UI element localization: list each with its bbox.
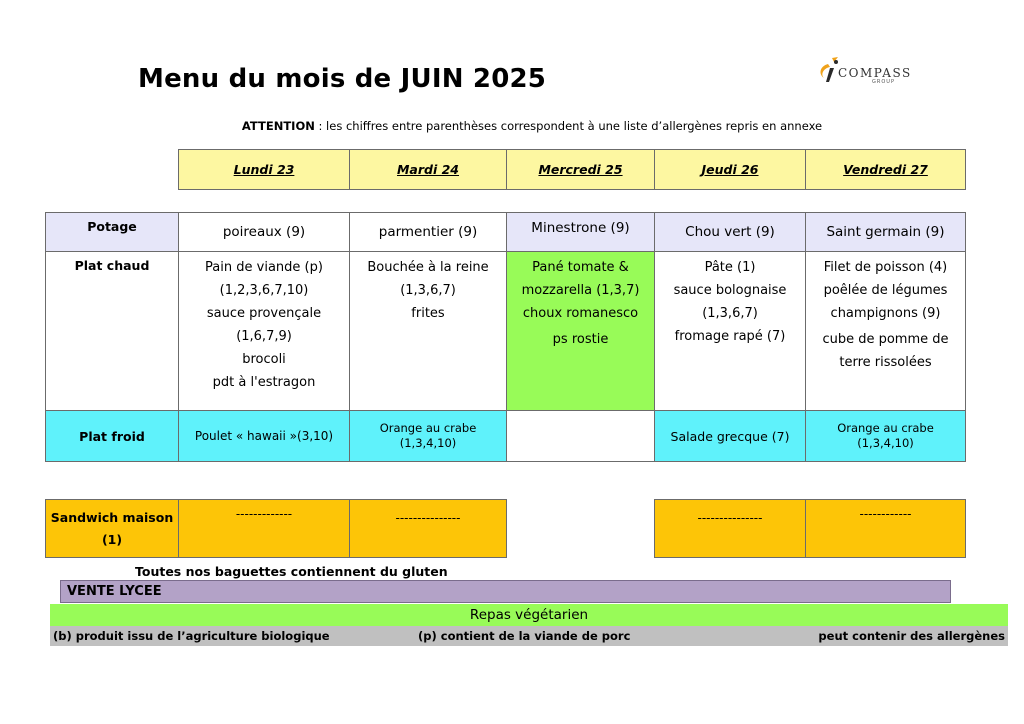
gluten-note: Toutes nos baguettes contiennent du gluten (135, 564, 448, 579)
plat-froid-friday (805, 410, 966, 462)
dish-line: terre rissolées (839, 355, 932, 370)
dish-line: Pâte (1) (704, 260, 756, 275)
potage-friday: Saint germain (9) (805, 212, 966, 252)
dish-line: sauce provençale (206, 306, 322, 321)
compass-logo (810, 52, 940, 92)
potage-monday: poireaux (9) (178, 212, 350, 252)
dish-line: (1,3,4,10) (399, 436, 457, 450)
page-title: Menu du mois de JUIN 2025 (138, 64, 547, 94)
dish-line: (1,3,6,7) (400, 283, 456, 298)
sandwich-allergen: (1) (101, 531, 123, 547)
sandwich-friday: ------------ (805, 499, 966, 558)
dish-line: pdt à l'estragon (212, 375, 316, 390)
sandwich-thursday: --------------- (654, 499, 806, 558)
dish-line: frites (411, 306, 445, 321)
plat-froid-tuesday (349, 410, 507, 462)
potage-tuesday: parmentier (9) (349, 212, 507, 252)
sandwich-tuesday: --------------- (349, 499, 507, 558)
dish-line: Pain de viande (p) (205, 260, 323, 275)
plat-froid-monday (178, 410, 350, 462)
dish-line: Filet de poisson (4) (823, 260, 948, 275)
dish-line: choux romanesco (522, 306, 639, 321)
dish-line: mozzarella (1,3,7) (521, 283, 640, 298)
plat-chaud-monday (178, 251, 350, 411)
plat-chaud-wednesday (506, 251, 655, 411)
day-header-wednesday: Mercredi 25 (506, 149, 655, 190)
plat-chaud-thursday (654, 251, 806, 411)
dish-line: Orange au crabe (379, 421, 477, 435)
legend-allergenes: peut contenir des allergènes (818, 629, 1005, 643)
dish-line: Bouchée à la reine (367, 260, 489, 275)
dish-line: poêlée de légumes (823, 283, 948, 298)
potage-wednesday: Minestrone (9) (506, 212, 655, 252)
attention-text: : les chiffres entre parenthèses correspondent à une liste d’allergènes repris en annexe (314, 119, 823, 133)
plat-chaud-friday (805, 251, 966, 411)
attention-label: ATTENTION (241, 119, 315, 133)
day-header-friday: Vendredi 27 (805, 149, 966, 190)
sandwich-label: Sandwich maison (50, 509, 174, 525)
logo-sub: GROUP (872, 79, 895, 85)
dish-line: (1,6,7,9) (236, 329, 292, 344)
dish-line: (1,2,3,6,7,10) (219, 283, 309, 298)
plat-chaud-tuesday (349, 251, 507, 411)
potage-thursday: Chou vert (9) (654, 212, 806, 252)
row-label-potage: Potage (45, 212, 179, 252)
dish-line: Poulet « hawaii »(3,10) (194, 428, 334, 443)
attention-note (0, 119, 1024, 133)
dish-line: cube de pomme de (822, 332, 949, 347)
plat-froid-wednesday-empty (506, 410, 655, 462)
legend-porc: (p) contient de la viande de porc (418, 629, 631, 643)
row-label-sandwich (45, 499, 179, 558)
logo-name: COMPASS (838, 66, 912, 80)
dish-line: ps rostie (552, 332, 609, 347)
legend-bar (50, 626, 1008, 646)
row-label-plat-chaud: Plat chaud (45, 251, 179, 411)
vente-lycee-bar: VENTE LYCEE (60, 580, 951, 603)
dish-line: sauce bolognaise (673, 283, 787, 298)
day-header-monday: Lundi 23 (178, 149, 350, 190)
day-header-tuesday: Mardi 24 (349, 149, 507, 190)
row-label-plat-froid: Plat froid (45, 410, 179, 462)
dish-line: Orange au crabe (837, 421, 934, 435)
dish-line: (1,3,6,7) (702, 306, 758, 321)
dish-line: Pané tomate & (532, 260, 629, 275)
dish-line: Salade grecque (7) (670, 428, 790, 444)
day-header-thursday: Jeudi 26 (654, 149, 806, 190)
plat-froid-thursday (654, 410, 806, 462)
dish-line: fromage rapé (7) (674, 329, 786, 344)
vegetarian-legend: Repas végétarien (50, 604, 1008, 626)
dish-line: (1,3,4,10) (857, 436, 914, 450)
legend-bio: (b) produit issu de l’agriculture biologique (53, 629, 330, 643)
dish-line: champignons (9) (830, 306, 941, 321)
dish-line: brocoli (242, 352, 286, 367)
sandwich-monday: ------------- (178, 499, 350, 558)
